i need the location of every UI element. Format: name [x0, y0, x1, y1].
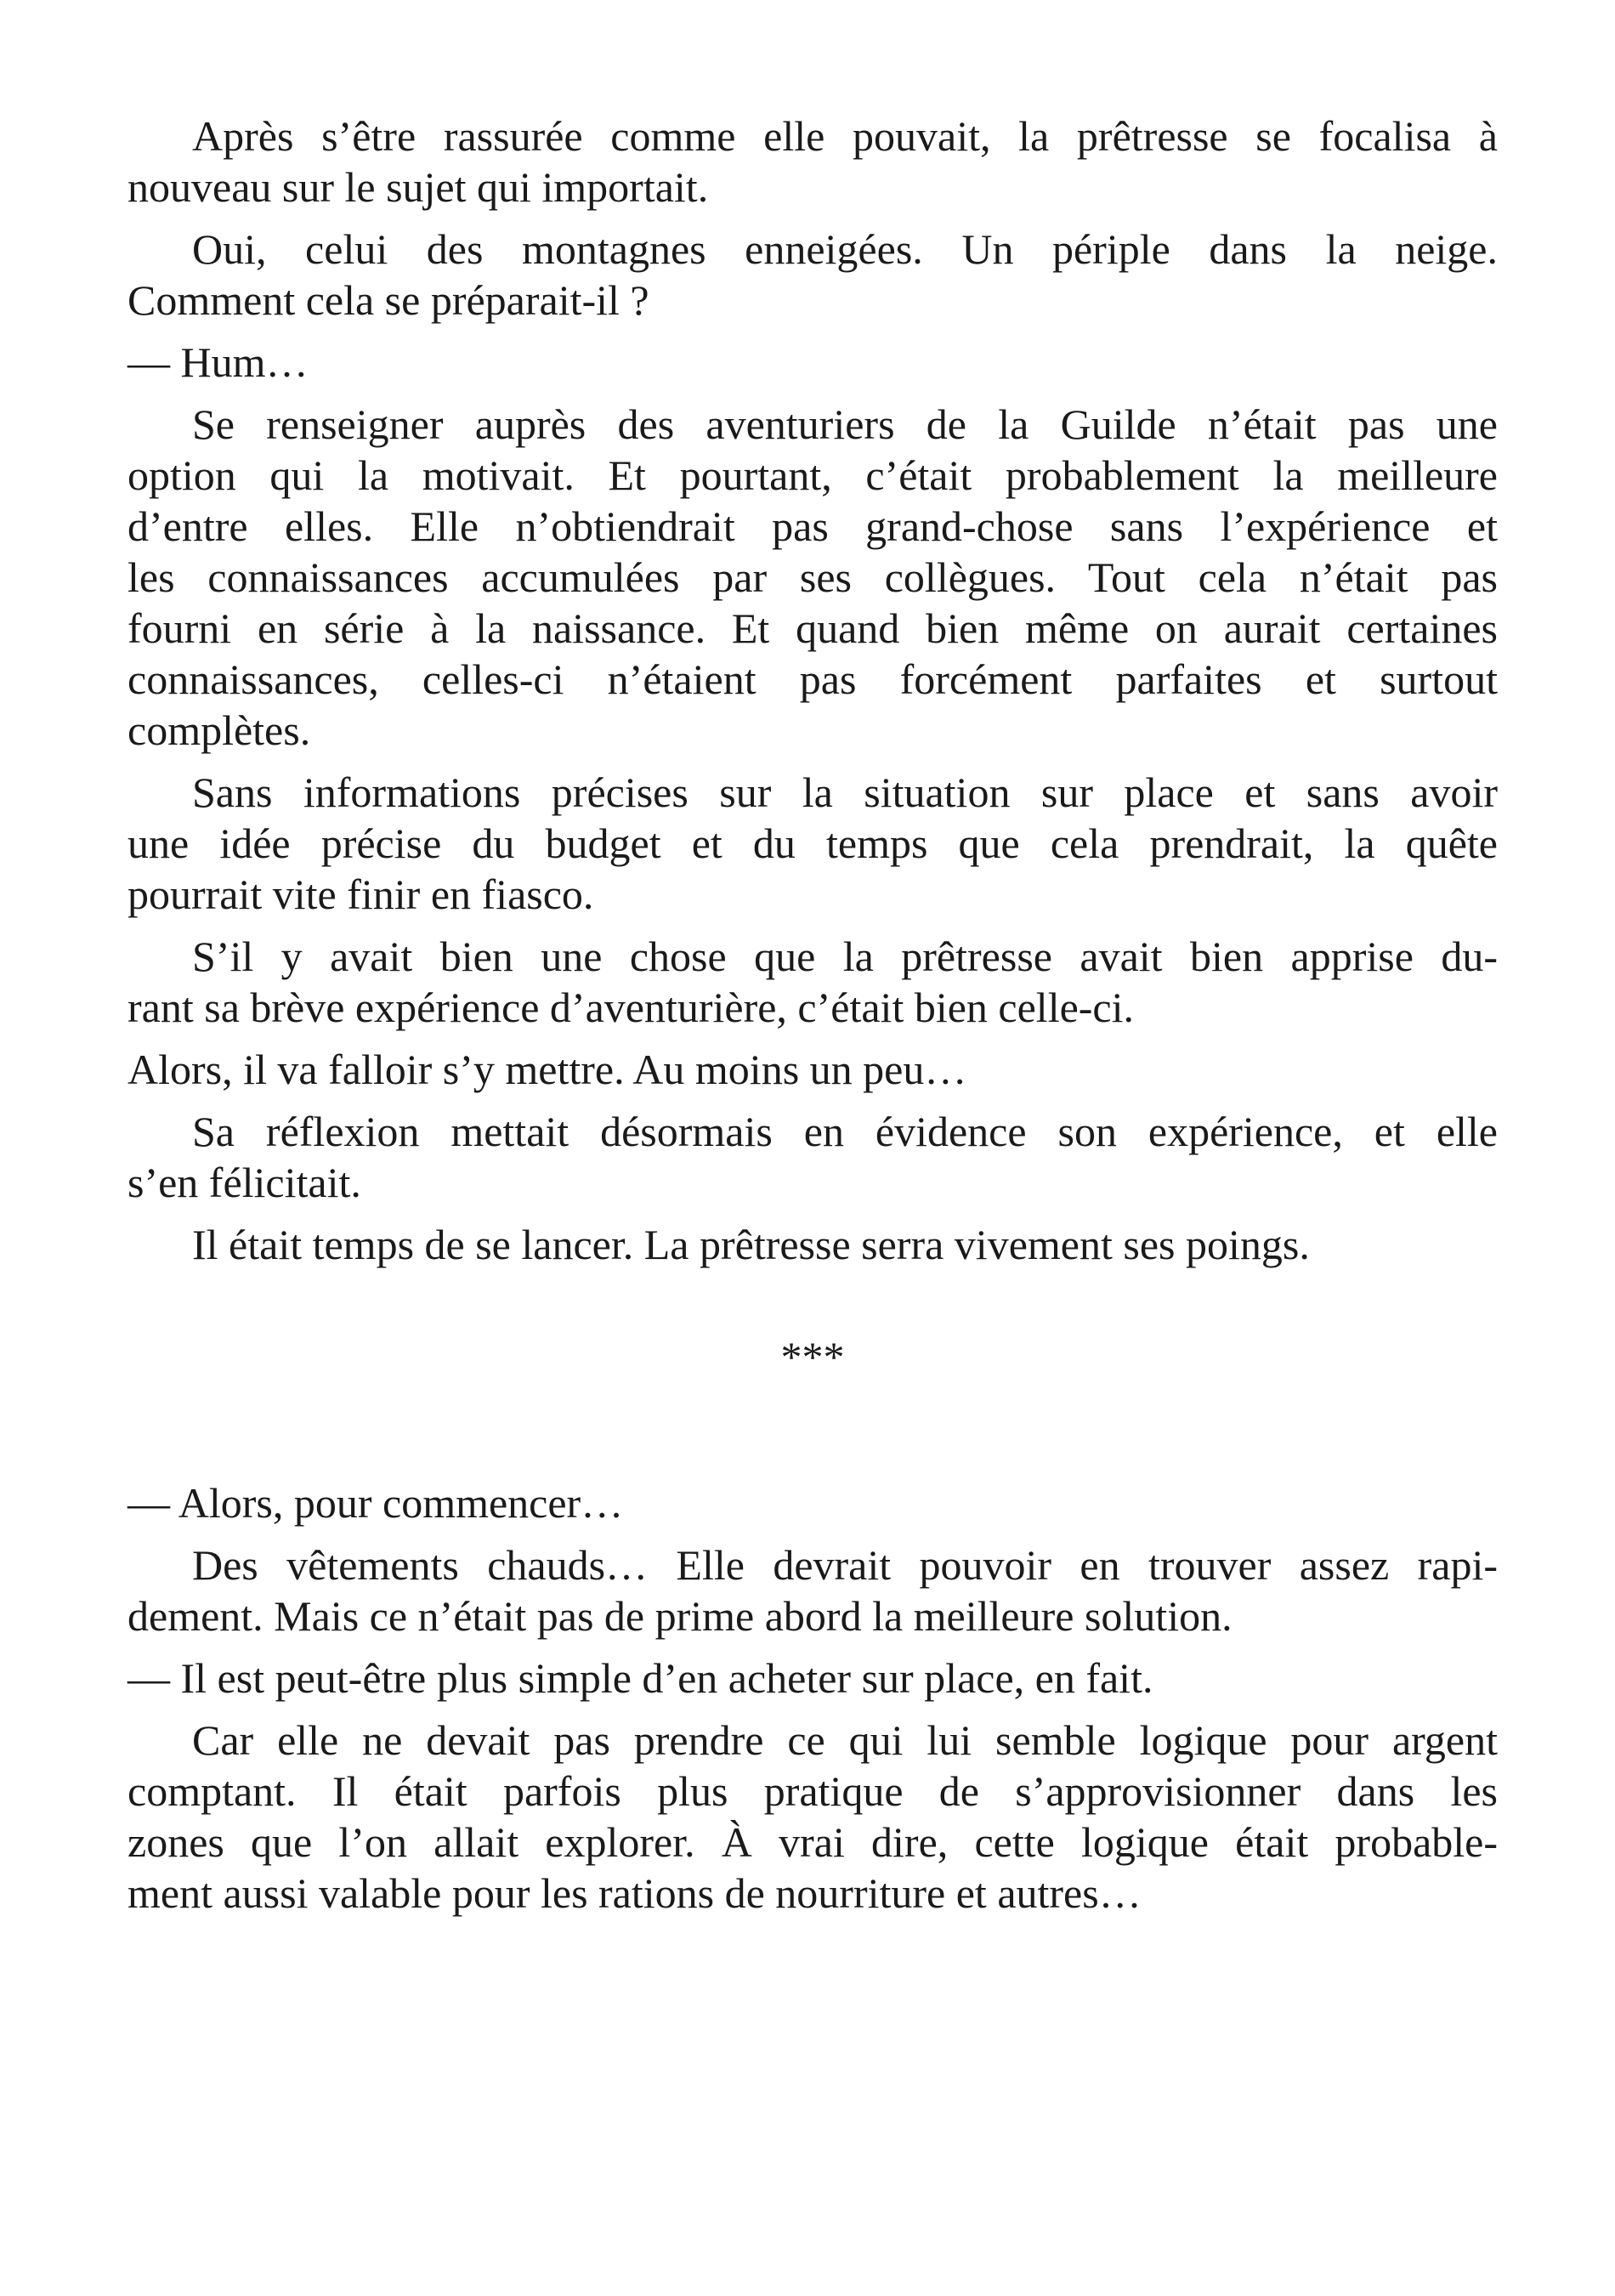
- text-line: — Il est peut-être plus simple d’en acheter sur place, en fait.: [128, 1654, 1153, 1702]
- text-line: complètes.: [128, 706, 311, 754]
- paragraph: [128, 1539, 1498, 1641]
- text-line: Des vêtements chauds… Elle devrait pouvoir en trouver assez rapi-: [192, 1541, 1498, 1589]
- paragraph: [128, 111, 1498, 213]
- text-line: Alors, il va falloir s’y mettre. Au moins un peu…: [128, 1046, 967, 1093]
- text-line: Se renseigner auprès des aventuriers de la Guilde n’était pas une: [192, 400, 1498, 448]
- text-line: fourni en série à la naissance. Et quand bien même on aurait certaines: [128, 604, 1498, 652]
- text-line: Il était temps de se lancer. La prêtresse serra vivement ses poings.: [192, 1221, 1310, 1268]
- text-line: rant sa brève expérience d’aventurière, c’était bien celle-ci.: [128, 984, 1135, 1031]
- paragraph: [128, 1715, 1498, 1919]
- section-before-separator: [128, 111, 1498, 1270]
- text-line: Car elle ne devait pas prendre ce qui lui semble logique pour argent: [192, 1716, 1498, 1764]
- text-line: — Hum…: [128, 338, 309, 386]
- text-line: d’entre elles. Elle n’obtiendrait pas grand-chose sans l’expérience et: [128, 502, 1498, 550]
- text-line: connaissances, celles-ci n’étaient pas forcément parfaites et surtout: [128, 655, 1498, 703]
- text-line: Comment cela se préparait-il ?: [128, 276, 649, 324]
- text-line: les connaissances accumulées par ses collègues. Tout cela n’était pas: [128, 553, 1498, 601]
- text-line: Oui, celui des montagnes enneigées. Un périple dans la neige.: [192, 225, 1498, 273]
- text-line: s’en félicitait.: [128, 1159, 361, 1206]
- paragraph: [128, 337, 1498, 388]
- separator-asterisks: ***: [780, 1333, 845, 1380]
- paragraph: [128, 931, 1498, 1033]
- text-line: Sa réflexion mettait désormais en évidence son expérience, et elle: [192, 1108, 1498, 1155]
- paragraph: [128, 1044, 1498, 1095]
- text-line: une idée précise du budget et du temps que cela prendrait, la quête: [128, 819, 1498, 867]
- paragraph: [128, 224, 1498, 326]
- text-line: — Alors, pour commencer…: [128, 1479, 624, 1527]
- paragraph: [128, 767, 1498, 920]
- paragraph: [128, 1219, 1498, 1270]
- text-line: Sans informations précises sur la situation sur place et sans avoir: [192, 768, 1498, 816]
- document-page: [128, 111, 1498, 1930]
- paragraph: [128, 399, 1498, 756]
- paragraph: [128, 1477, 1498, 1528]
- scene-separator: [128, 1331, 1498, 1382]
- text-line: pourrait vite finir en fiasco.: [128, 870, 594, 918]
- paragraph: [128, 1106, 1498, 1208]
- paragraph: [128, 1653, 1498, 1704]
- text-line: S’il y avait bien une chose que la prêtresse avait bien apprise du-: [192, 933, 1498, 980]
- text-line: Après s’être rassurée comme elle pouvait, la prêtresse se focalisa à: [192, 112, 1498, 160]
- section-after-separator: [128, 1477, 1498, 1919]
- text-line: zones que l’on allait explorer. À vrai dire, cette logique était probable-: [128, 1818, 1498, 1866]
- text-line: comptant. Il était parfois plus pratique de s’approvisionner dans les: [128, 1767, 1498, 1815]
- text-line: dement. Mais ce n’était pas de prime abord la meilleure solution.: [128, 1592, 1232, 1640]
- text-line: ment aussi valable pour les rations de nourriture et autres…: [128, 1869, 1142, 1917]
- text-line: nouveau sur le sujet qui importait.: [128, 163, 709, 211]
- text-line: option qui la motivait. Et pourtant, c’était probablement la meilleure: [128, 451, 1498, 499]
